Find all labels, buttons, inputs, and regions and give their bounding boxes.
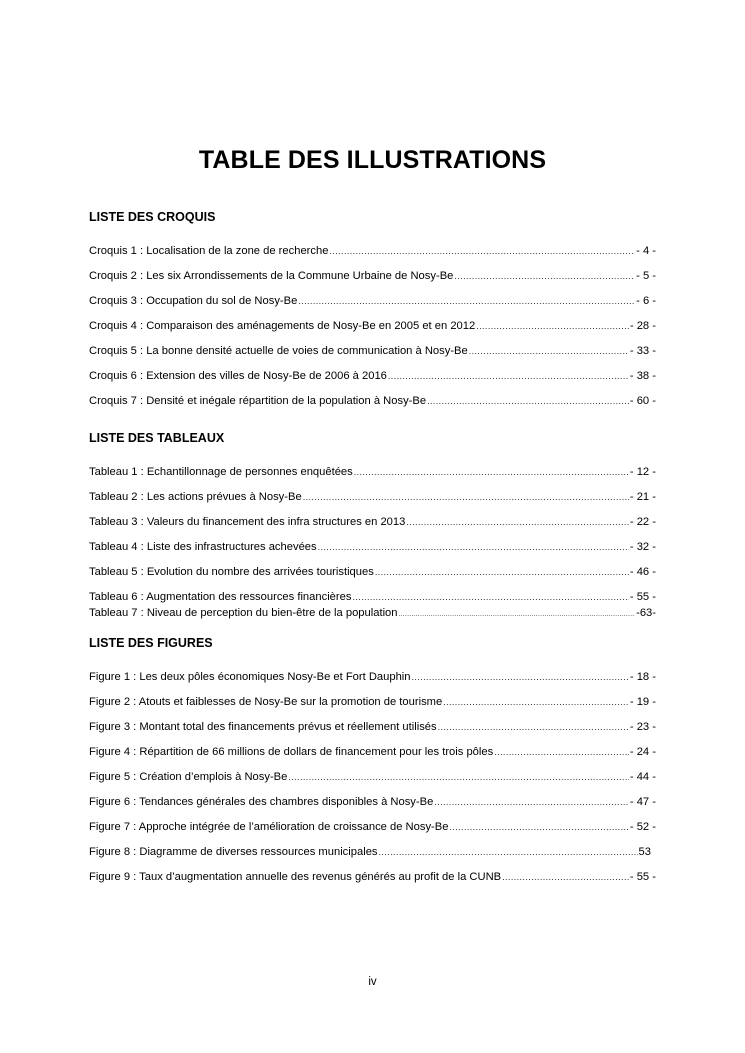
toc-entry-figure-8[interactable] — [89, 846, 651, 862]
entry-page-number: -63- — [636, 607, 656, 619]
dot-leader — [375, 567, 629, 577]
toc-entry-tableau-4[interactable] — [89, 541, 656, 557]
entry-title: Figure 7 : Approche intégrée de l’amélioration de croissance de Nosy-Be — [89, 821, 449, 833]
entry-title: Figure 1 : Les deux pôles économiques Nosy-Be et Fort Dauphin — [89, 671, 411, 683]
entry-title: Croquis 1 : Localisation de la zone de recherche — [89, 245, 329, 257]
entry-title: Tableau 3 : Valeurs du financement des infra structures en 2013 — [89, 516, 406, 528]
toc-entry-croquis-3[interactable] — [89, 295, 656, 311]
entry-page-number: - 28 - — [629, 320, 656, 332]
entry-title: Tableau 2 : Les actions prévues à Nosy-Be — [89, 491, 302, 503]
toc-entry-croquis-1[interactable] — [89, 245, 656, 261]
toc-entry-tableau-7[interactable] — [89, 607, 656, 623]
entry-page-number: - 32 - — [629, 541, 656, 553]
section-heading-croquis: LISTE DES CROQUIS — [89, 210, 216, 224]
dot-leader — [494, 747, 629, 757]
section-heading-figures: LISTE DES FIGURES — [89, 636, 213, 650]
entry-title: Figure 8 : Diagramme de diverses ressources municipales — [89, 846, 378, 858]
dot-leader — [443, 697, 629, 707]
entry-title: Croquis 4 : Comparaison des aménagements de Nosy-Be en 2005 et en 2012 — [89, 320, 476, 332]
entry-title: Figure 9 : Taux d’augmentation annuelle des revenus générés au profit de la CUNB — [89, 871, 502, 883]
toc-entry-croquis-4[interactable] — [89, 320, 656, 336]
entry-page-number: - 38 - — [629, 370, 656, 382]
toc-entry-tableau-2[interactable] — [89, 491, 656, 507]
entry-title: Tableau 7 : Niveau de perception du bien-être de la population — [89, 607, 398, 619]
entry-title: Croquis 6 : Extension des villes de Nosy-Be de 2006 à 2016 — [89, 370, 387, 382]
entry-page-number: 53 — [638, 846, 651, 858]
dot-leader — [329, 246, 635, 256]
entry-title: Croquis 2 : Les six Arrondissements de la Commune Urbaine de Nosy-Be — [89, 270, 454, 282]
entry-page-number: - 5 - — [636, 270, 656, 282]
toc-entry-figure-2[interactable] — [89, 696, 656, 712]
dot-leader — [399, 611, 636, 618]
entry-title: Figure 4 : Répartition de 66 millions de dollars de financement pour les trois pôles — [89, 746, 494, 758]
entry-page-number: - 52 - — [629, 821, 656, 833]
entry-title: Tableau 1 : Echantillonnage de personnes enquêtées — [89, 466, 353, 478]
toc-entry-croquis-6[interactable] — [89, 370, 656, 386]
entry-title: Croquis 3 : Occupation du sol de Nosy-Be — [89, 295, 298, 307]
entry-page-number: - 19 - — [629, 696, 656, 708]
dot-leader — [298, 296, 635, 306]
entry-page-number: - 6 - — [636, 295, 656, 307]
entry-title: Croquis 7 : Densité et inégale répartition de la population à Nosy-Be — [89, 395, 427, 407]
entry-page-number: - 4 - — [636, 245, 656, 257]
toc-entry-figure-7[interactable] — [89, 821, 656, 837]
dot-leader — [318, 542, 629, 552]
toc-entry-figure-3[interactable] — [89, 721, 656, 737]
entry-title: Tableau 4 : Liste des infrastructures achevées — [89, 541, 317, 553]
toc-entry-croquis-5[interactable] — [89, 345, 656, 361]
toc-entry-tableau-6[interactable] — [89, 591, 656, 607]
dot-leader — [427, 396, 629, 406]
entry-page-number: - 60 - — [629, 395, 656, 407]
entry-title: Figure 5 : Création d’emplois à Nosy-Be — [89, 771, 288, 783]
entry-page-number: - 12 - — [629, 466, 656, 478]
entry-page-number: - 55 - — [629, 591, 656, 603]
dot-leader — [449, 822, 628, 832]
section-heading-tableaux: LISTE DES TABLEAUX — [89, 431, 225, 445]
toc-entry-figure-5[interactable] — [89, 771, 656, 787]
dot-leader — [388, 371, 629, 381]
entry-page-number: - 21 - — [629, 491, 656, 503]
toc-entry-tableau-5[interactable] — [89, 566, 656, 582]
dot-leader — [406, 517, 629, 527]
toc-entry-figure-9[interactable] — [89, 871, 656, 887]
dot-leader — [438, 722, 629, 732]
entry-page-number: - 55 - — [629, 871, 656, 883]
toc-entry-figure-1[interactable] — [89, 671, 656, 687]
dot-leader — [412, 672, 629, 682]
toc-entry-figure-6[interactable] — [89, 796, 656, 812]
dot-leader — [288, 772, 629, 782]
toc-entry-figure-4[interactable] — [89, 746, 656, 762]
dot-leader — [352, 592, 628, 602]
dot-leader — [354, 467, 629, 477]
entry-title: Figure 6 : Tendances générales des chambres disponibles à Nosy-Be — [89, 796, 434, 808]
dot-leader — [379, 847, 638, 857]
entry-title: Figure 2 : Atouts et faiblesses de Nosy-Be sur la promotion de tourisme — [89, 696, 443, 708]
dot-leader — [502, 872, 629, 882]
page-title: TABLE DES ILLUSTRATIONS — [198, 146, 547, 174]
toc-entry-croquis-2[interactable] — [89, 270, 656, 286]
dot-leader — [303, 492, 629, 502]
entry-title: Figure 3 : Montant total des financements prévus et réellement utilisés — [89, 721, 437, 733]
entry-title: Tableau 5 : Evolution du nombre des arrivées touristiques — [89, 566, 374, 578]
entry-page-number: - 44 - — [629, 771, 656, 783]
dot-leader — [454, 271, 635, 281]
dot-leader — [434, 797, 629, 807]
entry-title: Tableau 6 : Augmentation des ressources financières — [89, 591, 352, 603]
entry-page-number: - 18 - — [629, 671, 656, 683]
entry-title: Croquis 5 : La bonne densité actuelle de voies de communication à Nosy-Be — [89, 345, 468, 357]
entry-page-number: - 46 - — [629, 566, 656, 578]
entry-page-number: - 47 - — [629, 796, 656, 808]
toc-entry-tableau-1[interactable] — [89, 466, 656, 482]
entry-page-number: - 22 - — [629, 516, 656, 528]
footer-page-number: iv — [368, 976, 377, 988]
entry-page-number: - 23 - — [629, 721, 656, 733]
toc-entry-croquis-7[interactable] — [89, 395, 656, 411]
entry-page-number: - 33 - — [629, 345, 656, 357]
toc-entry-tableau-3[interactable] — [89, 516, 656, 532]
entry-page-number: - 24 - — [629, 746, 656, 758]
dot-leader — [469, 346, 629, 356]
dot-leader — [476, 321, 629, 331]
